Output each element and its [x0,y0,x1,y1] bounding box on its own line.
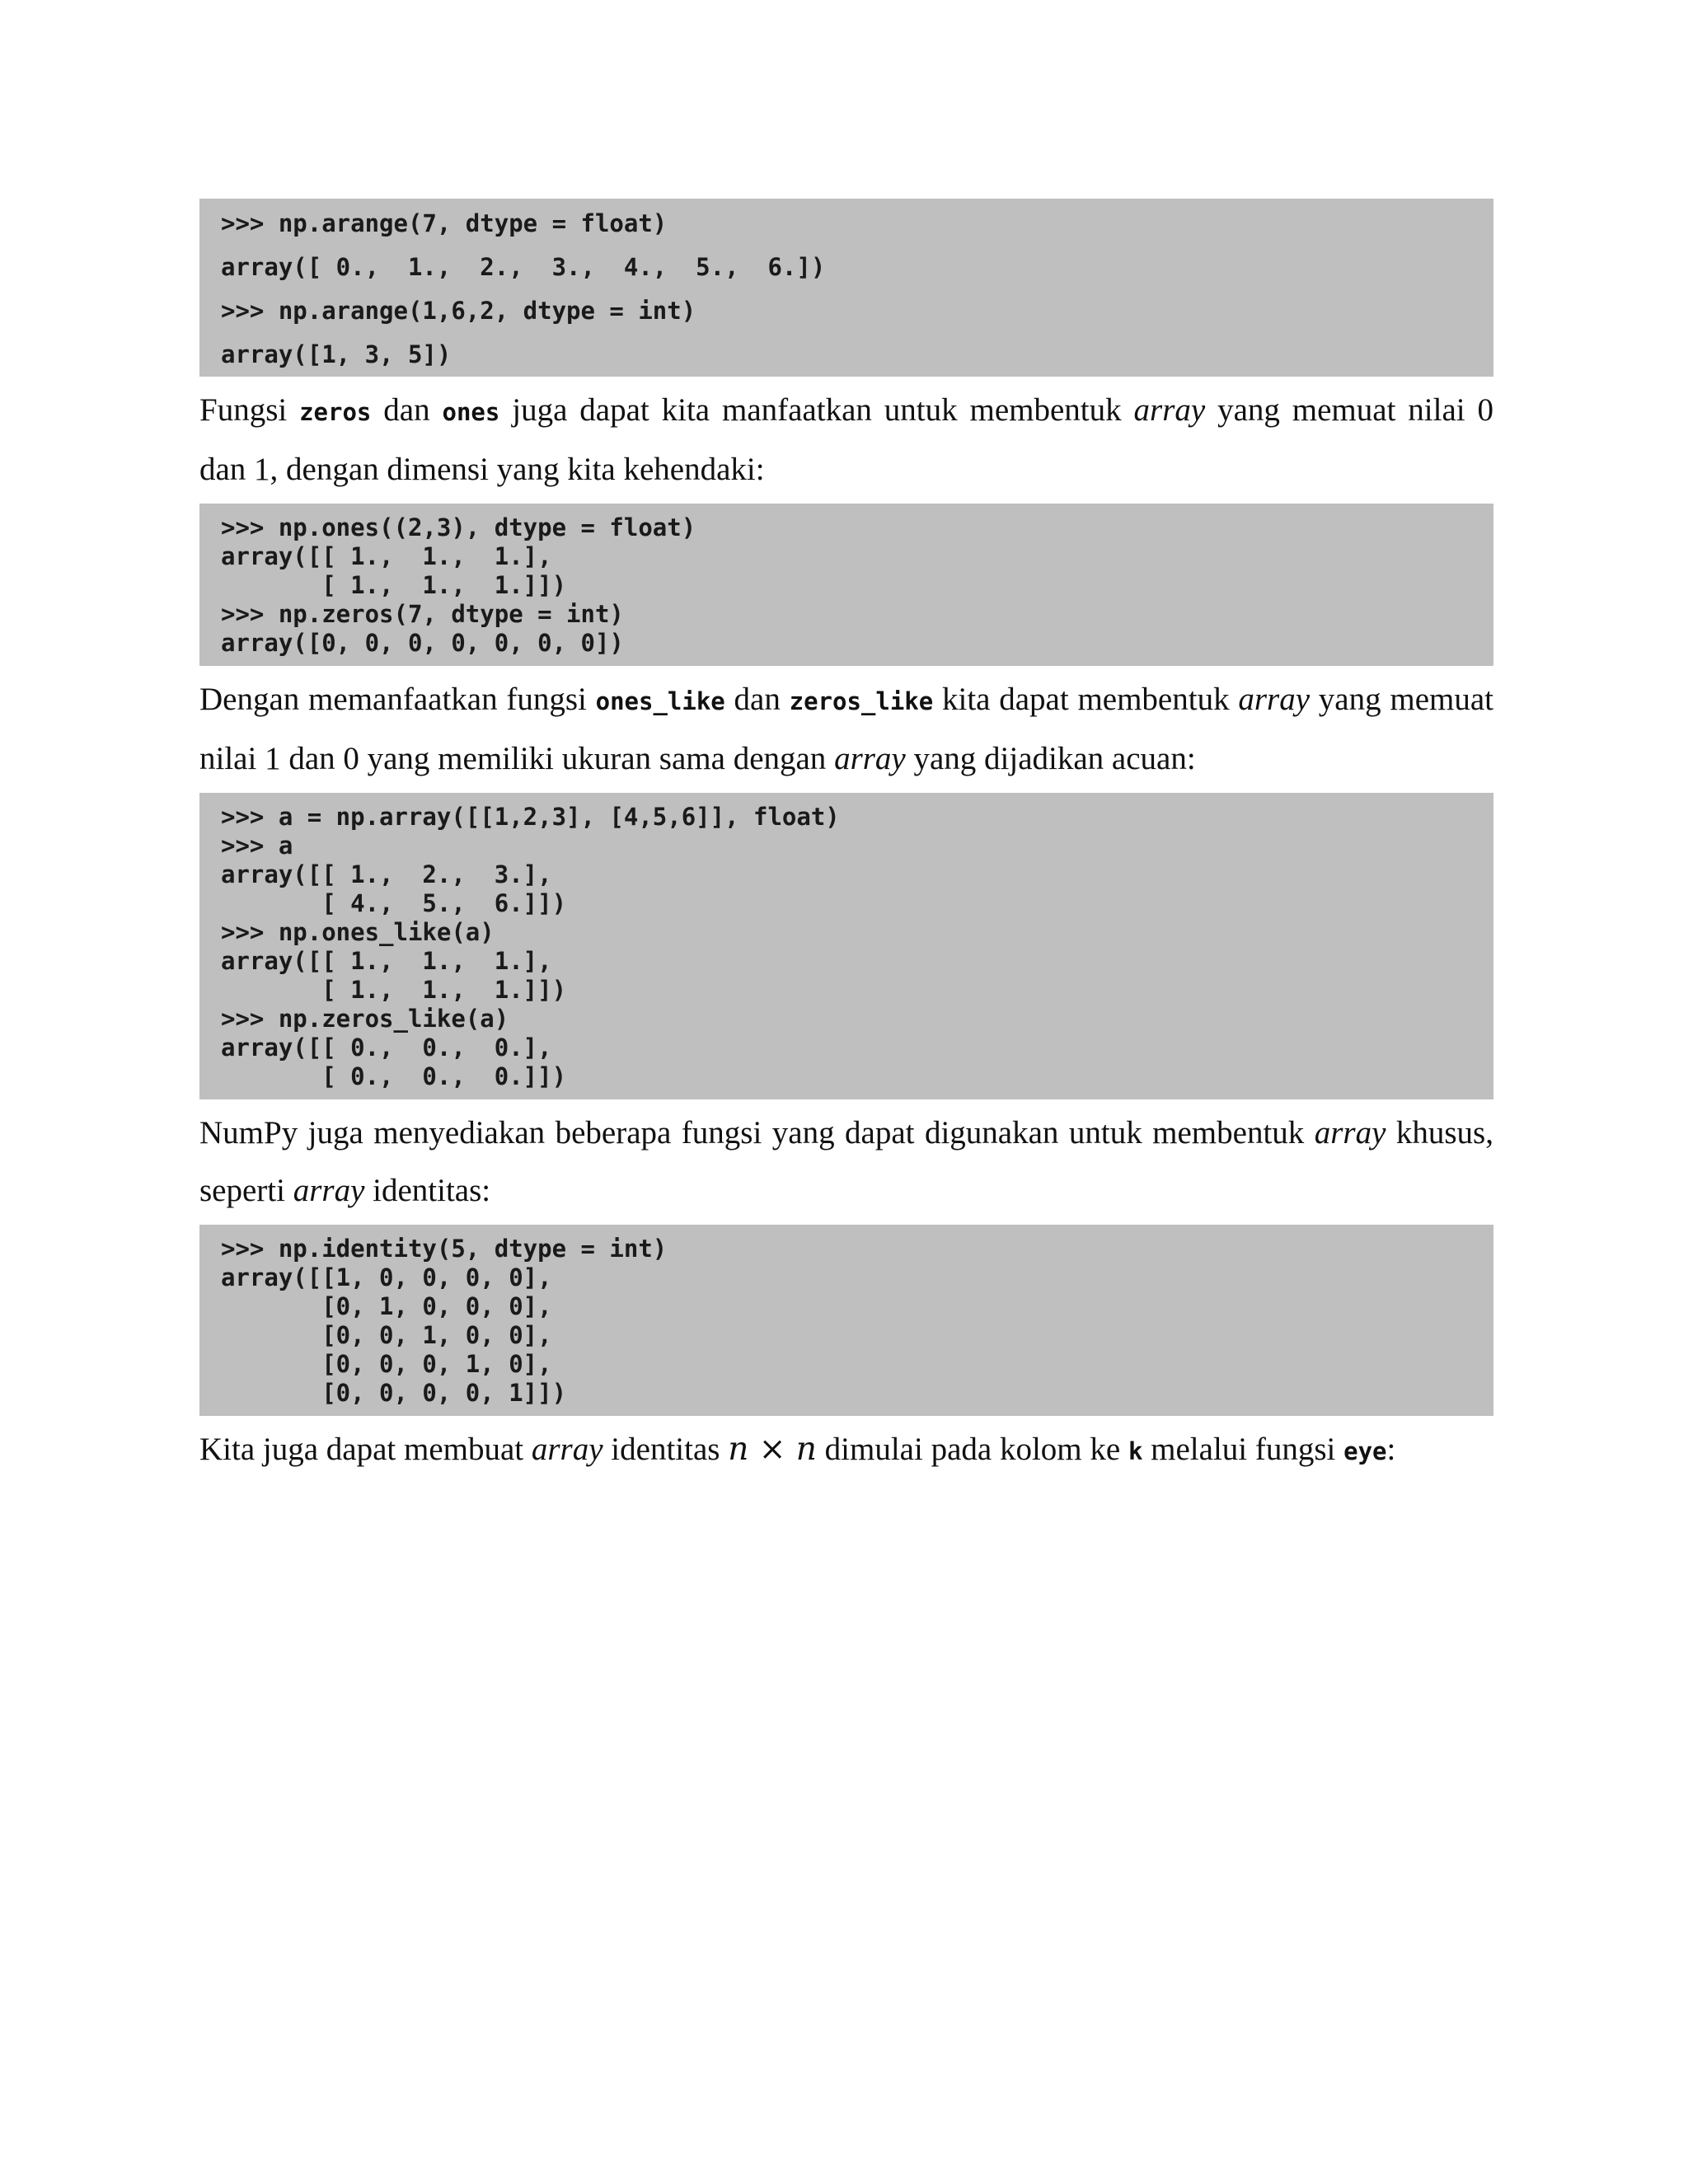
code-line: [0, 0, 0, 0, 1]]) [221,1379,567,1407]
code-line: array([1, 3, 5]) [221,340,452,368]
code-line: >>> np.ones((2,3), dtype = float) [221,513,696,541]
code-line: [0, 1, 0, 0, 0], [221,1292,552,1320]
code-line: array([[ 0., 0., 0.], [221,1033,552,1062]
math-variable-n: n [728,1431,749,1468]
code-line: array([[ 1., 1., 1.], [221,542,552,570]
inline-code-zeros-like: zeros_like [789,687,934,715]
italic-term: array [531,1432,603,1467]
code-line: [ 1., 1., 1.]]) [221,571,567,599]
code-line: [ 4., 5., 6.]]) [221,889,567,917]
code-line: [0, 0, 0, 1, 0], [221,1350,552,1378]
inline-code-ones: ones [442,398,500,426]
code-line: >>> np.zeros_like(a) [221,1005,509,1033]
italic-term: array [834,741,906,776]
italic-term: array [1238,682,1311,717]
code-line: [ 1., 1., 1.]]) [221,976,567,1004]
code-line: [ 0., 0., 0.]]) [221,1062,567,1090]
paragraph-eye: Kita juga dapat membuat array identitas n × n dimulai pada kolom ke k melalui fungsi eye: [199,1431,1396,1468]
code-line: array([ 0., 1., 2., 3., 4., 5., 6.]) [221,253,826,281]
code-line: array([[1, 0, 0, 0, 0], [221,1263,552,1291]
italic-term: array [1314,1115,1386,1151]
inline-code-eye: eye [1343,1437,1387,1465]
code-line: array([[ 1., 1., 1.], [221,947,552,975]
italic-term: array [1133,392,1206,428]
code-block-ones-zeros [199,504,1493,666]
inline-code-ones-like: ones_like [595,687,725,715]
paragraph-identity: NumPy juga menyediakan beberapa fungsi yang dapat digunakan untuk membentuk array khusus, seperti array identitas: [199,1115,1493,1208]
document-page [199,199,1493,1485]
code-block-like [199,793,1493,1099]
code-line: array([[ 1., 2., 3.], [221,860,552,888]
code-block-arange [199,199,1493,377]
code-line: >>> a = np.array([[1,2,3], [4,5,6]], float) [221,803,840,831]
inline-code-zeros: zeros [299,398,372,426]
paragraph-like-functions: Dengan memanfaatkan fungsi ones_like dan zeros_like kita dapat membentuk array yang memuat nilai 1 dan 0 yang memiliki ukuran sama dengan array yang dijadikan acuan: [199,682,1493,776]
code-line: >>> np.ones_like(a) [221,918,495,946]
code-line: >>> np.zeros(7, dtype = int) [221,600,624,628]
inline-code-k: k [1128,1437,1143,1465]
code-line: >>> np.identity(5, dtype = int) [221,1235,668,1263]
code-line: >>> a [221,832,293,860]
code-block-identity [199,1225,1493,1416]
code-line: [0, 0, 1, 0, 0], [221,1321,552,1349]
paragraph-zeros-ones: Fungsi zeros dan ones juga dapat kita manfaatkan untuk membentuk array yang memuat nilai 0 dan 1, dengan dimensi yang kita kehendaki: [199,392,1493,487]
italic-term: array [293,1173,365,1208]
code-line: >>> np.arange(7, dtype = float) [221,209,668,237]
code-line: >>> np.arange(1,6,2, dtype = int) [221,297,696,325]
math-variable-n: n [795,1431,817,1468]
math-times-operator: × [748,1431,796,1468]
code-line: array([0, 0, 0, 0, 0, 0, 0]) [221,629,624,657]
